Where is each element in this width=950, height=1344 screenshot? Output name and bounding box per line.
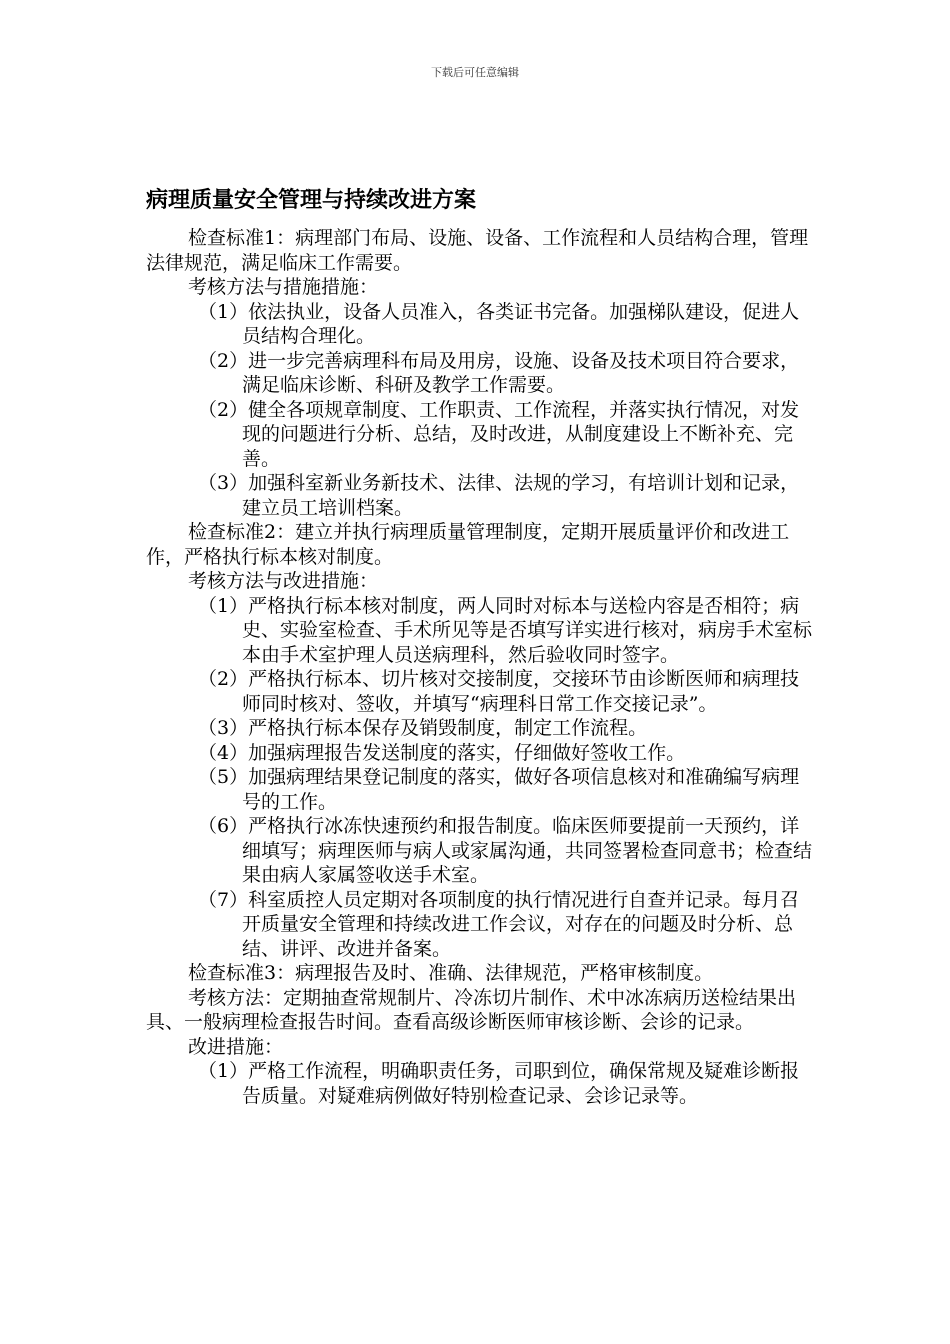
list-item: （7）科室质控人员定期对各项制度的执行情况进行自查并记录。每月召开质量安全管理和持续改进工作会议，对存在的问题及时分析、总结、讲评、改进并备案。 (198, 888, 800, 960)
list-item: （3）加强科室新业务新技术、法律、法规的学习，有培训计划和记录，建立员工培训档案。 (198, 472, 800, 519)
document-title: 病理质量安全管理与持续改进方案 (146, 188, 477, 213)
standard-1: 检查标准1：病理部门布局、设施、设备、工作流程和人员结构合理，管理法律规范，满足临床工作需要。 (146, 227, 809, 274)
page-header: 下载后可任意编辑 (431, 66, 519, 79)
list-item: （4）加强病理报告发送制度的落实，仔细做好签收工作。 (198, 741, 686, 764)
improve-3: 改进措施： (188, 1035, 284, 1058)
list-item: （2）严格执行标本、切片核对交接制度，交接环节由诊断医师和病理技师同时核对、签收，并填写“病理科日常工作交接记录”。 (198, 668, 800, 715)
list-item: （6）严格执行冰冻快速预约和报告制度。临床医师要提前一天预约，详细填写；病理医师与病人或家属沟通，共同签署检查同意书；检查结果由病人家属签收送手术室。 (198, 815, 813, 886)
list-item: （5）加强病理结果登记制度的落实，做好各项信息核对和准确编写病理号的工作。 (198, 766, 800, 813)
standard-2: 检查标准2：建立并执行病理质量管理制度，定期开展质量评价和改进工作，严格执行标本核对制度。 (146, 521, 790, 568)
method-1: 考核方法与措施措施： (188, 276, 379, 298)
list-item: （3）严格执行标本保存及销毁制度，制定工作流程。 (198, 717, 648, 739)
list-item: （1）严格执行标本核对制度，两人同时对标本与送检内容是否相符；病史、实验室检查、手术所见等是否填写详实进行核对，病房手术室标本由手术室护理人员送病理科，然后验收同时签字。 (198, 594, 813, 666)
list-item: （2）健全各项规章制度、工作职责、工作流程，并落实执行情况，对发现的问题进行分析、总结，及时改进，从制度建设上不断补充、完善。 (198, 398, 800, 470)
list-item: （1）严格工作流程，明确职责任务，司职到位，确保常规及疑难诊断报告质量。对疑难病例做好特别检查记录、会诊记录等。 (198, 1060, 800, 1107)
list-item: （2）进一步完善病理科布局及用房，设施、设备及技术项目符合要求，满足临床诊断、科研及教学工作需要。 (198, 349, 800, 396)
standard-3: 检查标准3：病理报告及时、准确、法律规范，严格审核制度。 (188, 962, 714, 984)
method-2: 考核方法与改进措施： (188, 570, 379, 592)
list-item: （1）依法执业，设备人员准入，各类证书完备。加强梯队建设，促进人员结构合理化。 (198, 300, 800, 347)
method-3: 考核方法：定期抽查常规制片、冷冻切片制作、术中冰冻病历送检结果出具、一般病理检查报告时间。查看高级诊断医师审核诊断、会诊的记录。 (146, 986, 797, 1033)
document-body (146, 226, 816, 1108)
